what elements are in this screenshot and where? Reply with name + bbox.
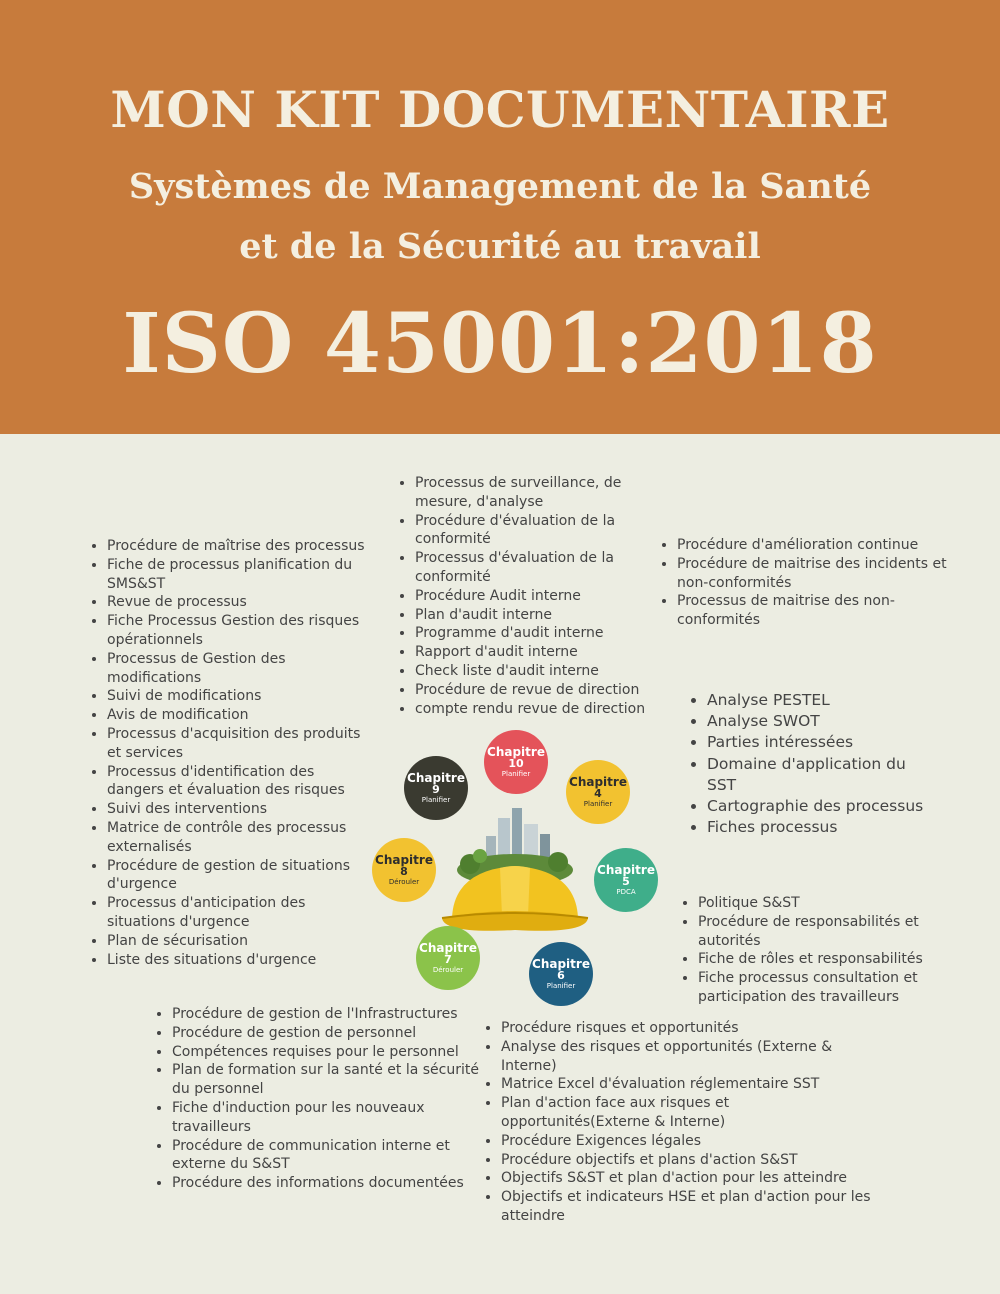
header-banner (0, 0, 1000, 434)
list-item: • Rapport d'audit interne (415, 643, 665, 662)
list-item: • Procédure de gestion de personnel (172, 1024, 482, 1043)
chapter-num: 8 (400, 865, 408, 879)
chapter-4-circle (566, 760, 630, 824)
chapter-num: 6 (557, 969, 565, 983)
chapter-10-circle (484, 730, 548, 794)
list-item: • Procédure de revue de direction (415, 681, 665, 700)
list-item: • Processus de surveillance, de mesure, d'analyse (415, 474, 665, 512)
list-item: • Revue de processus (107, 593, 372, 612)
chapter-sub: Dérouler (432, 965, 464, 974)
list-item: • Cartographie des processus (707, 796, 937, 817)
list-item: • Check liste d'audit interne (415, 662, 665, 681)
standard-title: ISO 45001:2018 (122, 296, 878, 392)
chapter-num: 10 (508, 757, 524, 771)
list-mid-right (685, 690, 937, 838)
chapter-num: 5 (622, 875, 630, 889)
list-item: • Suivi des interventions (107, 800, 372, 819)
list-item: • Objectifs et indicateurs HSE et plan d'action pour les atteindre (501, 1188, 871, 1226)
chapter-9-circle (404, 756, 468, 820)
list-item: • Procédure objectifs et plans d'action S&ST (501, 1151, 871, 1170)
list-item: • Liste des situations d'urgence (107, 951, 372, 970)
list-item: • Fiche processus consultation et participation des travailleurs (698, 969, 948, 1007)
list-item: • Compétences requises pour le personnel (172, 1043, 482, 1062)
list-item: • Plan de formation sur la santé et la sécurité du personnel (172, 1061, 482, 1099)
list-item: • Fiche de processus planification du SMS&ST (107, 556, 372, 594)
list-bottom-left (150, 1005, 482, 1193)
list-item: • Politique S&ST (698, 894, 948, 913)
chapter-label: Chapitre (569, 774, 627, 789)
chapter-sub: Planifier (546, 981, 576, 990)
list-item: • Processus d'identification des dangers et évaluation des risques (107, 763, 372, 801)
kit-title: MON KIT DOCUMENTAIRE (110, 80, 890, 139)
list-item: • Analyse SWOT (707, 711, 937, 732)
chapter-label: Chapitre (532, 956, 590, 971)
list-item: • Procédure de maitrise des incidents et non-conformités (677, 555, 947, 593)
list-item: • Processus d'acquisition des produits et services (107, 725, 372, 763)
list-item: • Fiches processus (707, 817, 937, 838)
list-left (85, 537, 372, 969)
chapter-hub-diagram (370, 730, 670, 1020)
chapter-sub: Planifier (421, 795, 451, 804)
list-item: • Processus d'anticipation des situations d'urgence (107, 894, 372, 932)
list-item: • Plan d'action face aux risques et opportunités(Externe & Interne) (501, 1094, 871, 1132)
chapter-label: Chapitre (597, 862, 655, 877)
list-item: • Processus d'évaluation de la conformité (415, 549, 665, 587)
list-item: • compte rendu revue de direction (415, 700, 665, 719)
chapter-label: Chapitre (487, 744, 545, 759)
chapter-label: Chapitre (407, 770, 465, 785)
subtitle-line-1: Systèmes de Management de la Santé (128, 166, 872, 207)
list-item: • Fiche Processus Gestion des risques opérationnels (107, 612, 372, 650)
list-item: • Procédure de maîtrise des processus (107, 537, 372, 556)
list-item: • Procédure de responsabilités et autorités (698, 913, 948, 951)
chapter-sub: Planifier (583, 799, 613, 808)
chapter-label: Chapitre (419, 940, 477, 955)
list-top-right (655, 536, 947, 630)
list-item: • Avis de modification (107, 706, 372, 725)
list-item: • Procédure d'évaluation de la conformité (415, 512, 665, 550)
list-item: • Procédure Audit interne (415, 587, 665, 606)
list-right-low (676, 894, 948, 1007)
chapter-num: 9 (432, 783, 440, 797)
list-item: • Analyse des risques et opportunités (Externe & Interne) (501, 1038, 871, 1076)
subtitle-line-2: et de la Sécurité au travail (239, 226, 761, 267)
list-item: • Procédure Exigences légales (501, 1132, 871, 1151)
chapter-num: 4 (594, 787, 602, 801)
list-item: • Objectifs S&ST et plan d'action pour les atteindre (501, 1169, 871, 1188)
list-item: • Matrice Excel d'évaluation réglementaire SST (501, 1075, 871, 1094)
list-item: • Processus de Gestion des modifications (107, 650, 372, 688)
chapter-sub: Planifier (501, 769, 531, 778)
chapter-8-circle (372, 838, 436, 902)
chapter-sub: Dérouler (388, 877, 420, 886)
list-item: • Fiche de rôles et responsabilités (698, 950, 948, 969)
list-item: • Domaine d'application du SST (707, 754, 937, 796)
list-item: • Suivi de modifications (107, 687, 372, 706)
list-item: • Procédure risques et opportunités (501, 1019, 871, 1038)
list-item: • Procédure de gestion de situations d'urgence (107, 857, 372, 895)
chapter-label: Chapitre (375, 852, 433, 867)
list-item: • Parties intéressées (707, 732, 937, 753)
list-item: • Procédure d'amélioration continue (677, 536, 947, 555)
chapter-num: 7 (444, 953, 452, 967)
chapter-7-circle (416, 926, 480, 990)
list-item: • Procédure des informations documentées (172, 1174, 482, 1193)
list-item: • Fiche d'induction pour les nouveaux travailleurs (172, 1099, 482, 1137)
list-item: • Plan d'audit interne (415, 606, 665, 625)
list-item: • Procédure de communication interne et externe du S&ST (172, 1137, 482, 1175)
list-item: • Procédure de gestion de l'Infrastructures (172, 1005, 482, 1024)
list-item: • Plan de sécurisation (107, 932, 372, 951)
list-bottom-right (479, 1019, 871, 1226)
chapter-sub: PDCA (616, 887, 636, 896)
chapter-6-circle (529, 942, 593, 1006)
list-item: • Processus de maitrise des non-conformités (677, 592, 947, 630)
list-item: • Matrice de contrôle des processus externalisés (107, 819, 372, 857)
chapter-5-circle (594, 848, 658, 912)
list-item: • Analyse PESTEL (707, 690, 937, 711)
list-item: • Programme d'audit interne (415, 624, 665, 643)
list-top-center (393, 474, 665, 718)
